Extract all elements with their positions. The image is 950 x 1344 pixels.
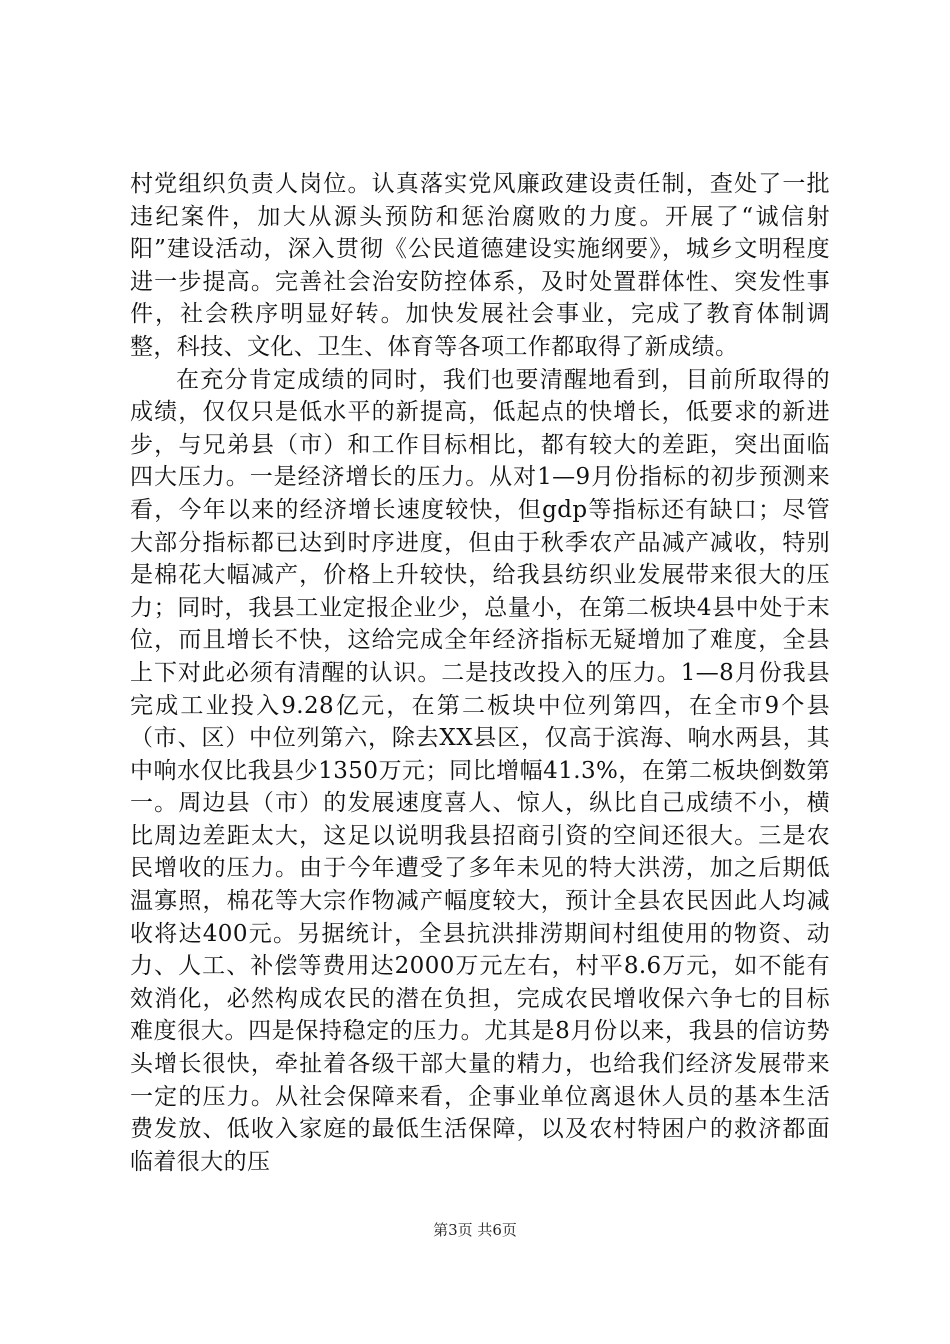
paragraph-2: 在充分肯定成绩的同时，我们也要清醒地看到，目前所取得的成绩，仅仅只是低水平的新提高，低起点的快增长，低要求的新进步，与兄弟县（市）和工作目标相比，都有较大的差距，突出面临四大压力。一是经济增长的压力。从对1—9月份指标的初步预测来看，今年以来的经济增长速度较快，但gdp等指标还有缺口；尽管大部分指标都已达到时序进度，但由于秋季农产品减产减收，特别是棉花大幅减产，价格上升较快，给我县纺织业发展带来很大的压力；同时，我县工业定报企业少，总量小，在第二板块4县中处于末位，而且增长不快，这给完成全年经济指标无疑增加了难度，全县上下对此必须有清醒的认识。二是技改投入的压力。1—8月份我县完成工业投入9.28亿元，在第二板块中位列第四，在全市9个县（市、区）中位列第六，除去XX县区，仅高于滨海、响水两县，其中响水仅比我县少1350万元；同比增幅41.3%，在第二板块倒数第一。周边县（市）的发展速度喜人、惊人，纵比自己成绩不小，横比周边差距太大，这足以说明我县招商引资的空间还很大。三是农民增收的压力。由于今年遭受了多年未见的特大洪涝，加之后期低温寡照，棉花等大宗作物减产幅度较大，预计全县农民因此人均减收将达400元。另据统计，全县抗洪排涝期间村组使用的物资、动力、人工、补偿等费用达2000万元左右，村平8.6万元，如不能有效消化，必然构成农民的潜在负担，完成农民增收保六争七的目标难度很大。四是保持稳定的压力。尤其是8月份以来，我县的信访势头增长很快，牵扯着各级干部大量的精力，也给我们经济发展带来一定的压力。从社会保障来看，企事业单位离退休人员的基本生活费发放、低收入家庭的最低生活保障，以及农村特困户的救济都面临着很大的压 <box>130 366 830 1175</box>
page-number-label: 第3页 共6页 <box>433 1221 517 1239</box>
paragraph-1: 村党组织负责人岗位。认真落实党风廉政建设责任制，查处了一批违纪案件，加大从源头预防和惩治腐败的力度。开展了“诚信射阳”建设活动，深入贯彻《公民道德建设实施纲要》，城乡文明程度进一步提高。完善社会治安防控体系，及时处置群体性、突发性事件，社会秩序明显好转。加快发展社会事业，完成了教育体制调整，科技、文化、卫生、体育等各项工作都取得了新成绩。 <box>130 171 830 360</box>
document-body <box>130 168 830 1178</box>
page-footer <box>0 1219 950 1240</box>
